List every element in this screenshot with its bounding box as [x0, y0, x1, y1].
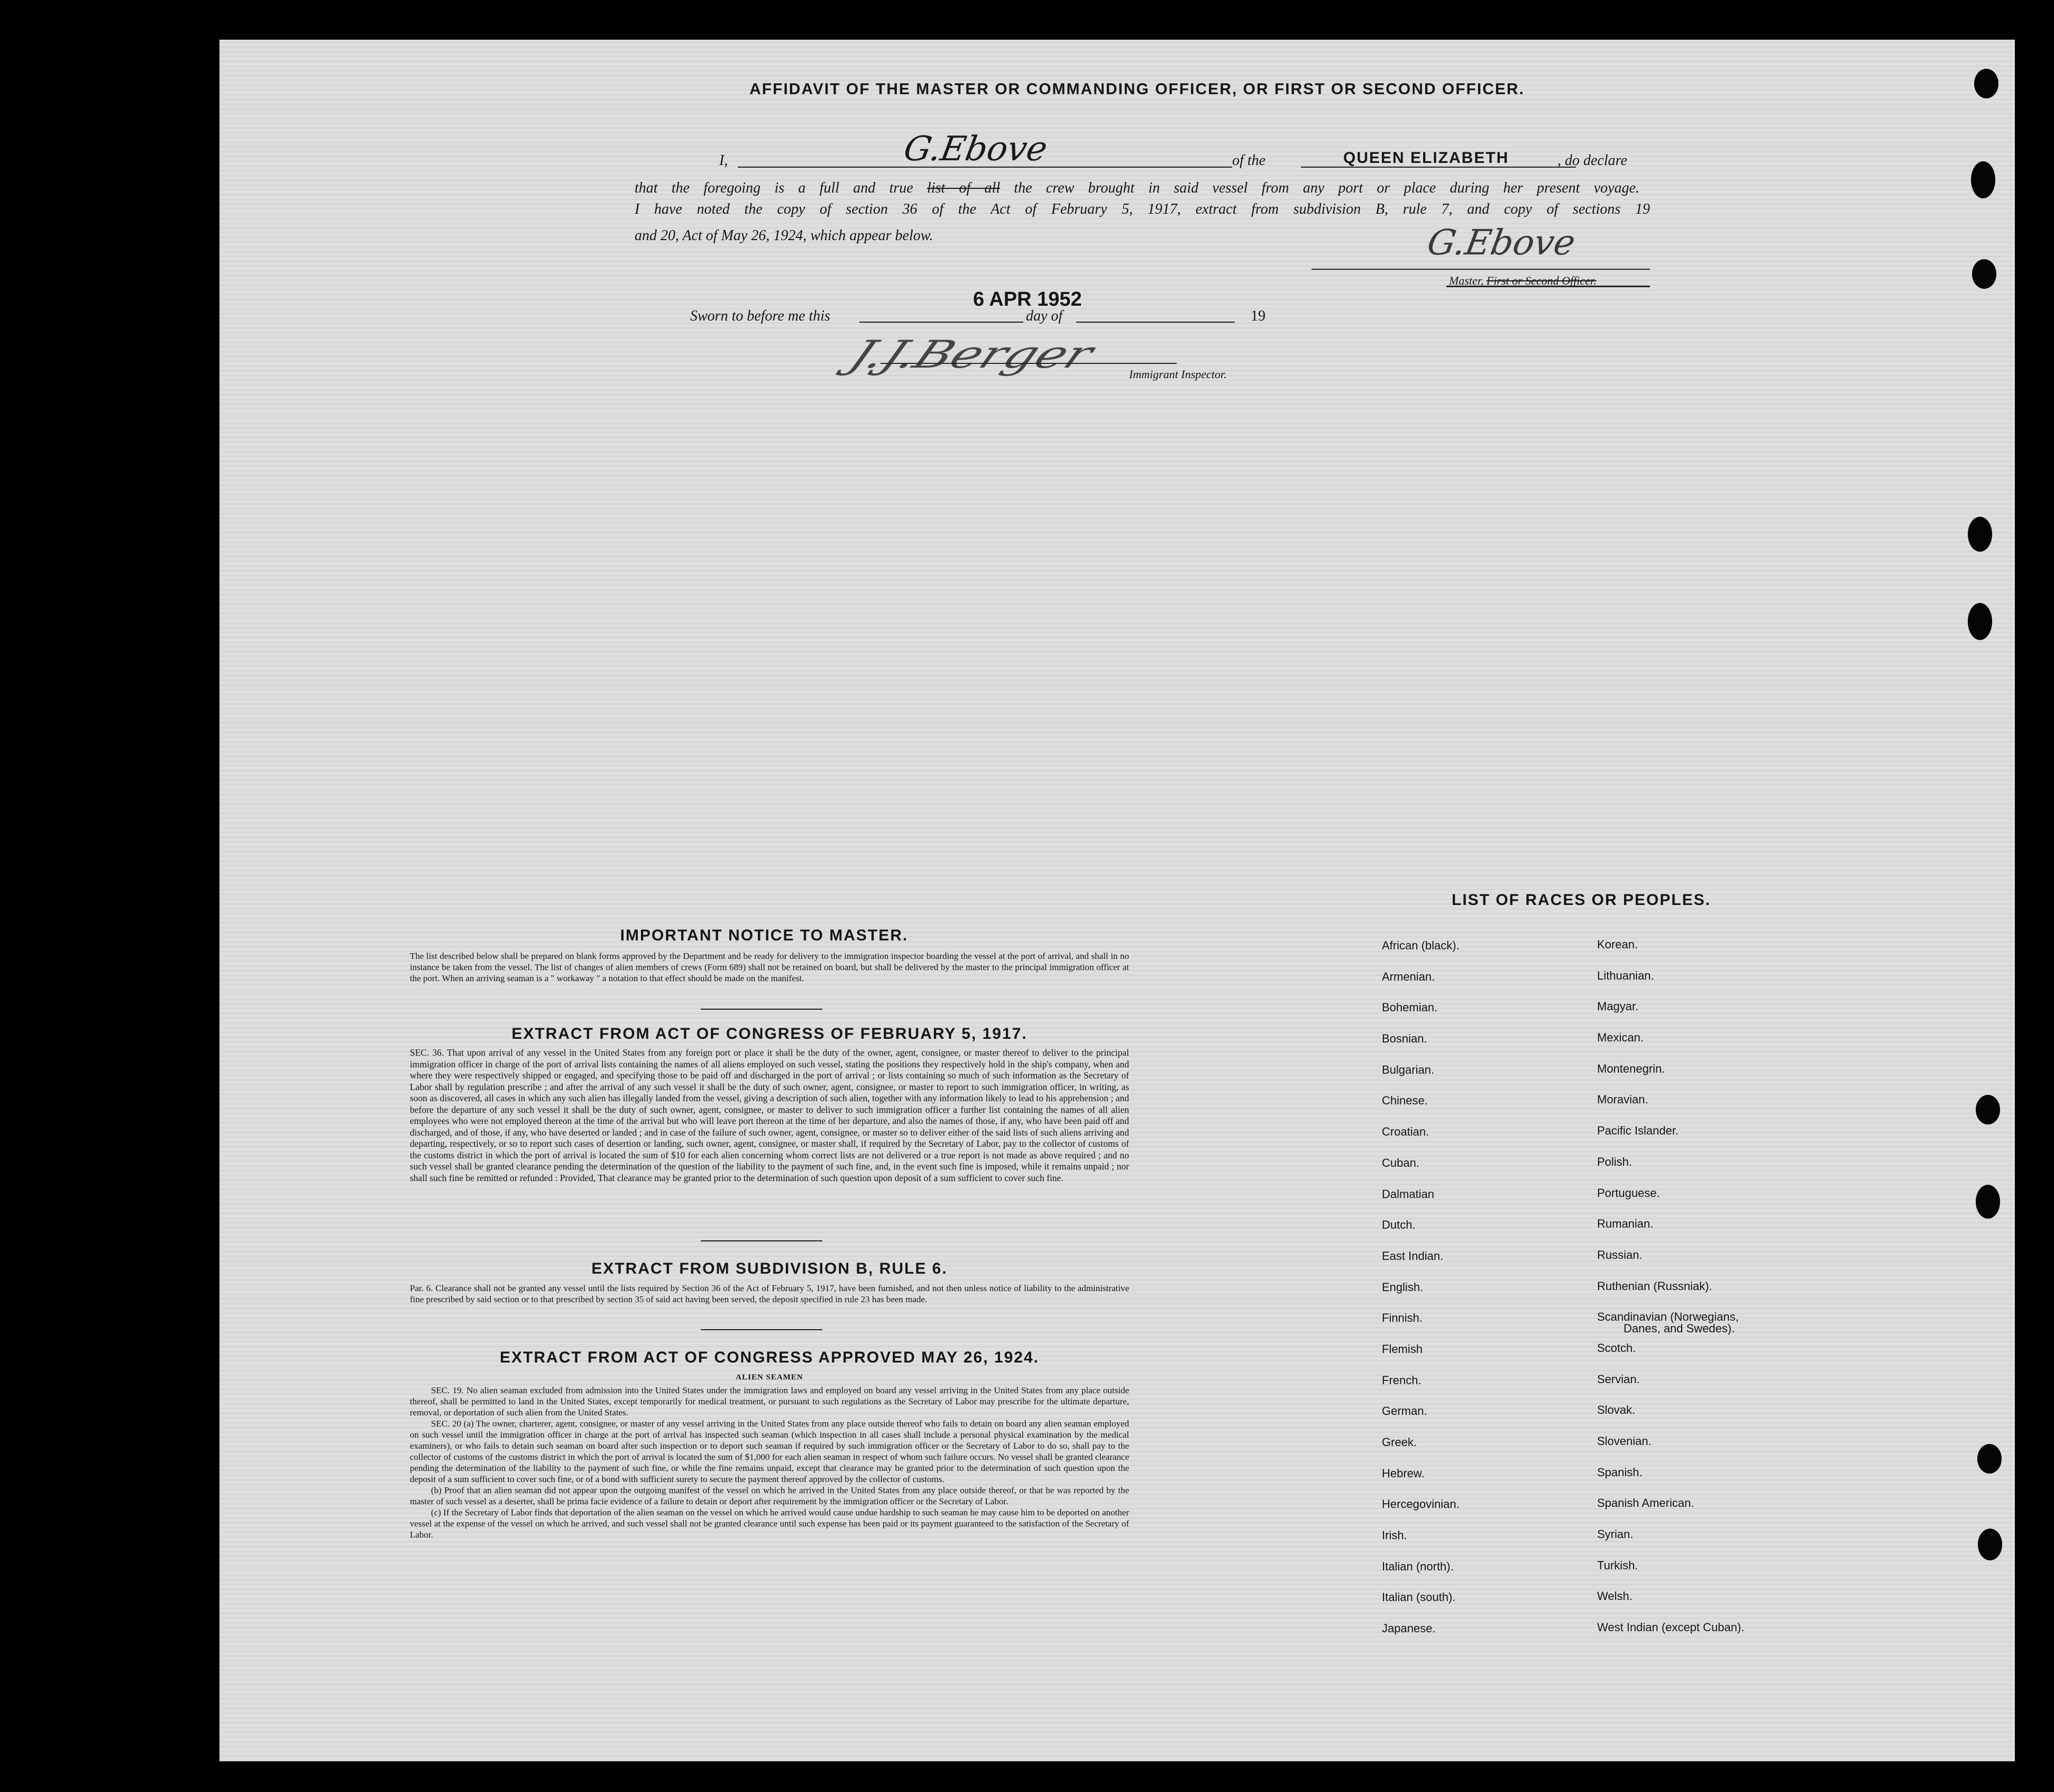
- race-item: Dalmatian: [1382, 1187, 1435, 1201]
- punch-hole: [1976, 1095, 2000, 1124]
- sworn-date-stamp: 6 APR 1952: [973, 288, 1082, 310]
- extract-1924-body: [410, 1385, 1129, 1540]
- vessel-name: QUEEN ELIZABETH: [1343, 149, 1509, 167]
- race-item: Flemish: [1382, 1342, 1423, 1356]
- affidavit-line-2a: that the foregoing is a full and true: [635, 180, 913, 196]
- race-item: Rumanian.: [1597, 1217, 1654, 1231]
- race-item: Turkish.: [1597, 1558, 1638, 1572]
- race-item: Spanish American.: [1597, 1496, 1694, 1510]
- master-signature: G.Ebove: [1424, 222, 1579, 263]
- sec-19-text: SEC. 19. No alien seaman excluded from admission into the United States under the immigration laws and employed on board any vessel arriving in the United States from any place outside thereof, shall be permitted to land in the United States, except temporarily for medical treatment, or pursuant to such regulations as the Secretary of Labor may prescribe for the ultimate departure, removal, or deportation of such alien from the United States.: [410, 1385, 1129, 1418]
- inspector-label: Immigrant Inspector.: [1129, 368, 1227, 381]
- of-the-label: of the: [1232, 152, 1266, 169]
- races-title: LIST OF RACES OR PEOPLES.: [1452, 891, 1711, 909]
- race-item: Italian (north).: [1382, 1559, 1454, 1573]
- race-item: Croatian.: [1382, 1125, 1429, 1139]
- race-item: Syrian.: [1597, 1528, 1634, 1541]
- do-declare-label: , do declare: [1557, 152, 1627, 169]
- races-right-column: [1597, 938, 1744, 1652]
- notice-body: The list described below shall be prepared on blank forms approved by the Department and be ready for delivery to the immigration inspector boarding the vessel at the port of arrival, and shall in no instance be taken from the vessel. The list of changes of alien members of crews (Form 689) shall not be retained on board, but shall be delivered by the master to the principal immigration officer at the port. When an arriving seaman is a " workaway " a notation to that effect should be made on the manifest.: [410, 951, 1129, 983]
- race-item: Magyar.: [1597, 1000, 1639, 1013]
- race-item: Welsh.: [1597, 1589, 1633, 1603]
- subdivision-body: Par. 6. Clearance shall not be granted any vessel until the lists required by Section 36 of the Act of February 5, 1917, have been furnished, and not then unless notice of liability to the administrative fine prescribed by said section or to that prescribed by section 35 of said act having been served, the deposit specified in rule 23 has been made.: [410, 1283, 1129, 1304]
- extract-1917-divider: [701, 1240, 822, 1241]
- punch-hole: [1977, 1444, 2002, 1474]
- races-left-column: [1382, 939, 1460, 1653]
- extract-1917-title: EXTRACT FROM ACT OF CONGRESS OF FEBRUARY 5, 1917.: [511, 1025, 1028, 1043]
- race-item: Irish.: [1382, 1529, 1407, 1542]
- inspector-line: [881, 363, 1177, 364]
- race-item: Pacific Islander.: [1597, 1124, 1679, 1138]
- race-item: [1597, 1310, 1744, 1341]
- officer-signature: G.Ebove: [901, 130, 1050, 169]
- race-item: Ruthenian (Russniak).: [1597, 1279, 1712, 1293]
- race-item: Servian.: [1597, 1372, 1640, 1386]
- race-item: French.: [1382, 1373, 1422, 1387]
- inspector-signature: J.J.Berger: [842, 332, 1101, 377]
- affidavit-line-2: [635, 180, 1639, 197]
- race-item: Cuban.: [1382, 1156, 1419, 1169]
- affidavit-line-2-struck: list of all: [927, 180, 1001, 196]
- sec-20c-text: (c) If the Secretary of Labor finds that deportation of the alien seaman on the vessel on which he arrived would cause undue hardship to such seaman he may cause him to be deported on another vessel at the expense of the vessel on which he arrived, and such vessel shall not be granted clearance until such expense has been paid or its payment guaranteed to the satisfaction of the Secretary of Labor.: [410, 1507, 1129, 1540]
- affidavit-line-4: and 20, Act of May 26, 1924, which appear below.: [635, 227, 933, 244]
- race-item: Chinese.: [1382, 1094, 1428, 1108]
- race-item: Moravian.: [1597, 1093, 1648, 1107]
- race-item: English.: [1382, 1280, 1424, 1294]
- race-item: Bosnian.: [1382, 1032, 1427, 1046]
- race-item: Mexican.: [1597, 1031, 1644, 1045]
- affidavit-line-2b: the crew brought in said vessel from any port or place during her present voyage.: [1014, 180, 1640, 196]
- subdivision-title: EXTRACT FROM SUBDIVISION B, RULE 6.: [591, 1260, 948, 1277]
- sec-20b-text: (b) Proof that an alien seaman did not appear upon the outgoing manifest of the vessel on which he arrived in the United States from any place outside thereof, or that he was reported by the master of such vessel as a deserter, shall be prima facie evidence of a failure to detain or deport after requirement by the immigration officer or the Secretary of Labor.: [410, 1485, 1129, 1506]
- punch-hole: [1976, 1185, 2000, 1219]
- race-item: Greek.: [1382, 1436, 1417, 1449]
- race-item: Italian (south).: [1382, 1590, 1456, 1604]
- race-item: Hercegovinian.: [1382, 1497, 1460, 1511]
- race-item: Polish.: [1597, 1155, 1633, 1168]
- subdivision-divider: [701, 1329, 822, 1330]
- affidavit-title: AFFIDAVIT OF THE MASTER OR COMMANDING OFFICER, OR FIRST OR SECOND OFFICER.: [749, 80, 1525, 98]
- alien-seamen-subtitle: ALIEN SEAMEN: [736, 1373, 803, 1382]
- race-item: Scotch.: [1597, 1341, 1636, 1355]
- year-prefix: 19: [1251, 308, 1266, 324]
- race-item: Dutch.: [1382, 1218, 1416, 1232]
- master-underline: [1446, 286, 1650, 287]
- race-item: Lithuanian.: [1597, 968, 1654, 982]
- punch-hole: [1972, 259, 1996, 289]
- race-item: Montenegrin.: [1597, 1062, 1665, 1075]
- race-item: Slovak.: [1597, 1403, 1636, 1417]
- punch-hole: [1978, 1529, 2002, 1560]
- master-struck-label: First or Second Officer.: [1486, 274, 1597, 287]
- race-item: Bohemian.: [1382, 1001, 1438, 1014]
- race-item: East Indian.: [1382, 1249, 1444, 1263]
- race-item: Russian.: [1597, 1248, 1643, 1261]
- day-of-label: day of: [1026, 308, 1063, 324]
- race-item: Hebrew.: [1382, 1466, 1425, 1480]
- race-item: German.: [1382, 1404, 1427, 1418]
- punch-hole: [1971, 161, 1995, 198]
- punch-hole: [1968, 517, 1992, 552]
- race-item-scandinavian: Scandinavian (Norwegians,: [1597, 1310, 1739, 1324]
- race-item: Armenian.: [1382, 970, 1435, 983]
- race-item: West Indian (except Cuban).: [1597, 1621, 1745, 1634]
- affidavit-i-label: I,: [719, 152, 728, 169]
- race-item-scandinavian-cont: Danes, and Swedes).: [1624, 1322, 1735, 1336]
- race-item: Japanese.: [1382, 1622, 1436, 1635]
- race-item: Spanish.: [1597, 1465, 1643, 1479]
- race-item: Bulgarian.: [1382, 1063, 1435, 1076]
- sworn-day-line: [859, 322, 1023, 323]
- race-item: Portuguese.: [1597, 1186, 1660, 1200]
- affidavit-line-3: I have noted the copy of section 36 of the Act of February 5, 1917, extract from subdivision B, rule 7, and copy of sections 19: [635, 201, 1650, 217]
- race-item: Slovenian.: [1597, 1434, 1652, 1448]
- extract-1917-body: SEC. 36. That upon arrival of any vessel in the United States from any foreign port or place it shall be the duty of the owner, agent, consignee, or master thereof to deliver to the principal immigration officer in charge of the port of arrival lists containing the names of all aliens employed on such vessel, stating the positions they respectively hold in the ship's company, when and where they were respectively shipped or engaged, and specifying those to be paid off and discharged in the port of arrival ; or lists containing so much of such information as the Secretary of Labor shall by regulation prescribe ; and after the arrival of any such vessel it shall be the duty of such owner, agent, consignee, or master to report to such immigration officer, in writing, as soon as discovered, all cases in which any such alien has illegally landed from the vessel, giving a description of such alien, together with any information likely to lead to his apprehension ; and before the departure of any such vessel it shall be the duty of such owner, agent, consignee, or master to deliver to such immigration officer a further list containing the names of all alien employees who were not employed thereon at the time of the arrival but who will leave port thereon at the time of her departure, and also the names of those, if any, who have been paid off and discharged, and of those, if any, who have deserted or landed ; and in case of the failure of such owner, agent, consignee, or master so to deliver either of the said lists of such aliens arriving and departing, respectively, or so to report such cases of desertion or landing, such owner, agent, consignee, or master shall, if required by the Secretary of Labor, pay to the collector of customs of the customs district in which the port of arrival is located the sum of $10 for each alien concerning whom correct lists are not delivered or a true report is not made as above required ; and no such vessel shall be granted clearance pending the determination of the question of the liability to the payment of such fine, and, in the event such fine is imposed, while it remains unpaid ; nor shall such fine be remitted or refunded : Provided, That clearance may be granted prior to the determination of such question upon deposit of a sum sufficient to cover such fine.: [410, 1047, 1129, 1183]
- sworn-month-line: [1076, 322, 1235, 323]
- notice-title: IMPORTANT NOTICE TO MASTER.: [620, 927, 909, 944]
- master-signature-line: [1312, 269, 1650, 270]
- sec-20a-text: SEC. 20 (a) The owner, charterer, agent, consignee, or master of any vessel arriving in the United States from any place outside thereof who fails to detain on board any alien seaman employed on such vessel until the immigration officer in charge at the port of arrival has inspected such seaman (which inspection in all cases shall include a personal physical examination by the medical examiners), or who fails to detain such seaman on board after such inspection or to deport such seaman if required by such immigration officer or the Secretary of Labor to do so, shall pay to the collector of customs of the customs district in which the port of arrival is located the sum of $1,000 for each alien seaman in respect of whom such failure occurs. No vessel shall be granted clearance pending the determination of the liability to the payment of such fine, or while the fine remains unpaid, except that clearance may be granted prior to the determination of such question upon the deposit of a sum sufficient to cover such fine, or of a bond with sufficient surety to secure the payment thereof approved by the collector of customs.: [410, 1419, 1129, 1484]
- punch-hole: [1968, 603, 1992, 640]
- race-item: Korean.: [1597, 938, 1638, 951]
- sworn-label: Sworn to before me this: [690, 308, 830, 324]
- race-item: Finnish.: [1382, 1311, 1423, 1325]
- master-label: Master,: [1449, 274, 1484, 287]
- race-item: African (black).: [1382, 939, 1460, 952]
- punch-hole: [1974, 69, 1998, 98]
- extract-1924-title: EXTRACT FROM ACT OF CONGRESS APPROVED MAY 26, 1924.: [500, 1349, 1039, 1366]
- notice-divider: [701, 1009, 822, 1010]
